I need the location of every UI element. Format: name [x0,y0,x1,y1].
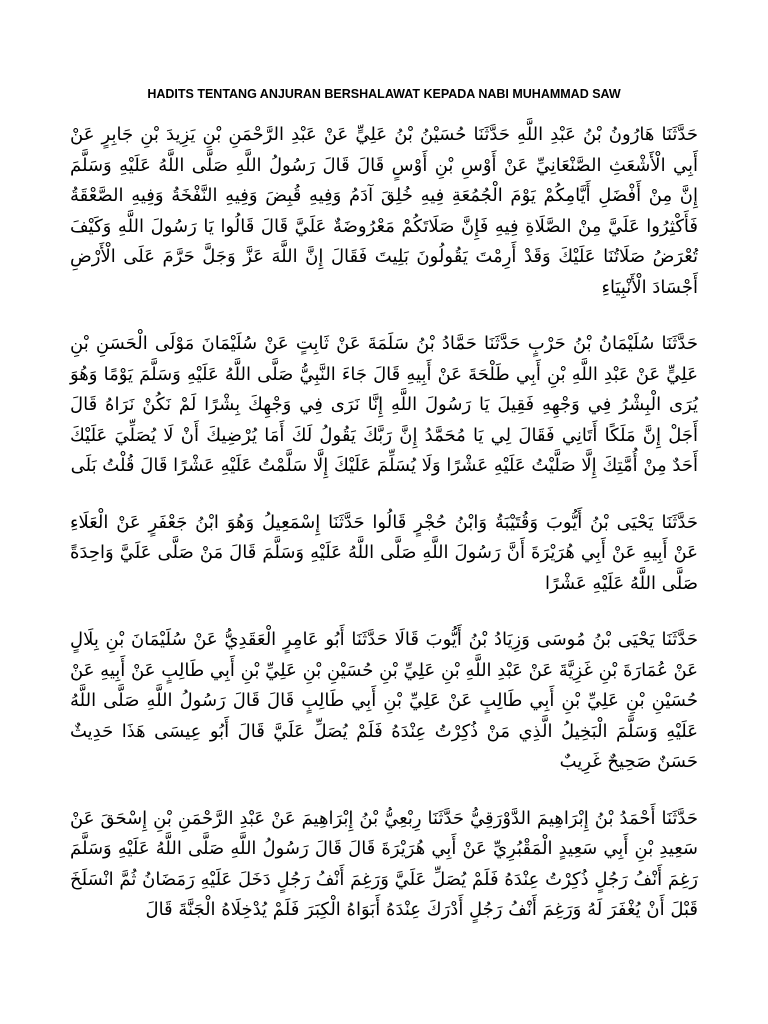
document-title: HADITS TENTANG ANJURAN BERSHALAWAT KEPADA NABI MUHAMMAD SAW [147,87,621,101]
hadith-paragraph-2: حَدَّثَنَا سُلَيْمَانُ بْنُ حَرْبٍ حَدَّثَنَا حَمَّادُ بْنُ سَلَمَةَ عَنْ ثَابِتٍ عَنْ سُلَيْمَانَ مَوْلَى الْحَسَنِ بْنِ عَلِيٍّ عَنْ عَبْدِ اللَّهِ بْنِ أَبِي طَلْحَةَ عَنْ أَبِيهِ قَالَ جَاءَ النَّبِيُّ صَلَّى اللَّهُ عَلَيْهِ وَسَلَّمَ يَوْمًا وَهُوَ يُرَى الْبِشْرُ فِي وَجْهِهِ فَقِيلَ يَا رَسُولَ اللَّهِ إِنَّا نَرَى فِي وَجْهِكَ بِشْرًا لَمْ نَكُنْ نَرَاهُ قَالَ أَجَلْ إِنَّ مَلَكًا أَتَانِي فَقَالَ لِي يَا مُحَمَّدُ إِنَّ رَبَّكَ يَقُولُ لَكَ أَمَا يُرْضِيكَ أَنْ لَا يُصَلِّيَ عَلَيْكَ أَحَدٌ مِنْ أُمَّتِكَ إِلَّا صَلَّيْتُ عَلَيْهِ عَشْرًا وَلَا يُسَلِّمَ عَلَيْكَ إِلَّا سَلَّمْتُ عَلَيْهِ عَشْرًا قَالَ قُلْتُ بَلَى [70,333,698,476]
hadith-paragraph-1: حَدَّثَنَا هَارُونُ بْنُ عَبْدِ اللَّهِ حَدَّثَنَا حُسَيْنُ بْنُ عَلِيٍّ عَنْ عَبْدِ الرَّحْمَنِ بْنِ يَزِيدَ بْنِ جَابِرٍ عَنْ أَبِي الْأَشْعَثِ الصَّنْعَانِيِّ عَنْ أَوْسِ بْنِ أَوْسٍ قَالَ قَالَ رَسُولُ اللَّهِ صَلَّى اللَّهُ عَلَيْهِ وَسَلَّمَ إِنَّ مِنْ أَفْضَلِ أَيَّامِكُمْ يَوْمَ الْجُمُعَةِ فِيهِ خُلِقَ آدَمُ وَفِيهِ قُبِضَ وَفِيهِ النَّفْخَةُ وَفِيهِ الصَّعْقَةُ فَأَكْثِرُوا عَلَيَّ مِنْ الصَّلَاةِ فِيهِ فَإِنَّ صَلَاتَكُمْ مَعْرُوضَةٌ عَلَيَّ قَالَ قَالُوا يَا رَسُولَ اللَّهِ وَكَيْفَ تُعْرَضُ صَلَاتُنَا عَلَيْكَ وَقَدْ أَرِمْتَ يَقُولُونَ بَلِيتَ فَقَالَ إِنَّ اللَّهَ عَزَّ وَجَلَّ حَرَّمَ عَلَى الْأَرْضِ أَجْسَادَ الْأَنْبِيَاءِ [70,124,698,298]
hadith-paragraph-4: حَدَّثَنَا يَحْيَى بْنُ مُوسَى وَزِيَادُ بْنُ أَيُّوبَ قَالَا حَدَّثَنَا أَبُو عَامِرٍ الْعَقَدِيُّ عَنْ سُلَيْمَانَ بْنِ بِلَالٍ عَنْ عُمَارَةَ بْنِ غَزِيَّةَ عَنْ عَبْدِ اللَّهِ بْنِ عَلِيِّ بْنِ حُسَيْنِ بْنِ عَلِيِّ بْنِ أَبِي طَالِبٍ عَنْ أَبِيهِ عَنْ حُسَيْنِ بْنِ عَلِيِّ بْنِ أَبِي طَالِبٍ عَنْ عَلِيِّ بْنِ أَبِي طَالِبٍ قَالَ قَالَ رَسُولُ اللَّهِ صَلَّى اللَّهُ عَلَيْهِ وَسَلَّمَ الْبَخِيلُ الَّذِي مَنْ ذُكِرْتُ عِنْدَهُ فَلَمْ يُصَلِّ عَلَيَّ قَالَ أَبُو عِيسَى هَذَا حَدِيثٌ حَسَنٌ صَحِيحٌ غَرِيبٌ [70,629,698,772]
hadith-paragraph-3: حَدَّثَنَا يَحْيَى بْنُ أَيُّوبَ وَقُتَيْبَةُ وَابْنُ حُجْرٍ قَالُوا حَدَّثَنَا إِسْمَعِيلُ وَهُوَ ابْنُ جَعْفَرٍ عَنْ الْعَلَاءِ عَنْ أَبِيهِ عَنْ أَبِي هُرَيْرَةَ أَنَّ رَسُولَ اللَّهِ صَلَّى اللَّهُ عَلَيْهِ وَسَلَّمَ قَالَ مَنْ صَلَّى عَلَيَّ وَاحِدَةً صَلَّى اللَّهُ عَلَيْهِ عَشْرًا [70,511,698,594]
hadith-paragraph-5: حَدَّثَنَا أَحْمَدُ بْنُ إِبْرَاهِيمَ الدَّوْرَقِيُّ حَدَّثَنَا رِبْعِيُّ بْنُ إِبْرَاهِيمَ عَنْ عَبْدِ الرَّحْمَنِ بْنِ إِسْحَقَ عَنْ سَعِيدِ بْنِ أَبِي سَعِيدٍ الْمَقْبُرِيِّ عَنْ أَبِي هُرَيْرَةَ قَالَ قَالَ رَسُولُ اللَّهِ صَلَّى اللَّهُ عَلَيْهِ وَسَلَّمَ رَغِمَ أَنْفُ رَجُلٍ ذُكِرْتُ عِنْدَهُ فَلَمْ يُصَلِّ عَلَيَّ وَرَغِمَ أَنْفُ رَجُلٍ دَخَلَ عَلَيْهِ رَمَضَانُ ثُمَّ انْسَلَخَ قَبْلَ أَنْ يُغْفَرَ لَهُ وَرَغِمَ أَنْفُ رَجُلٍ أَدْرَكَ عِنْدَهُ أَبَوَاهُ الْكِبَرَ فَلَمْ يُدْخِلَاهُ الْجَنَّةَ قَالَ [70,807,698,920]
